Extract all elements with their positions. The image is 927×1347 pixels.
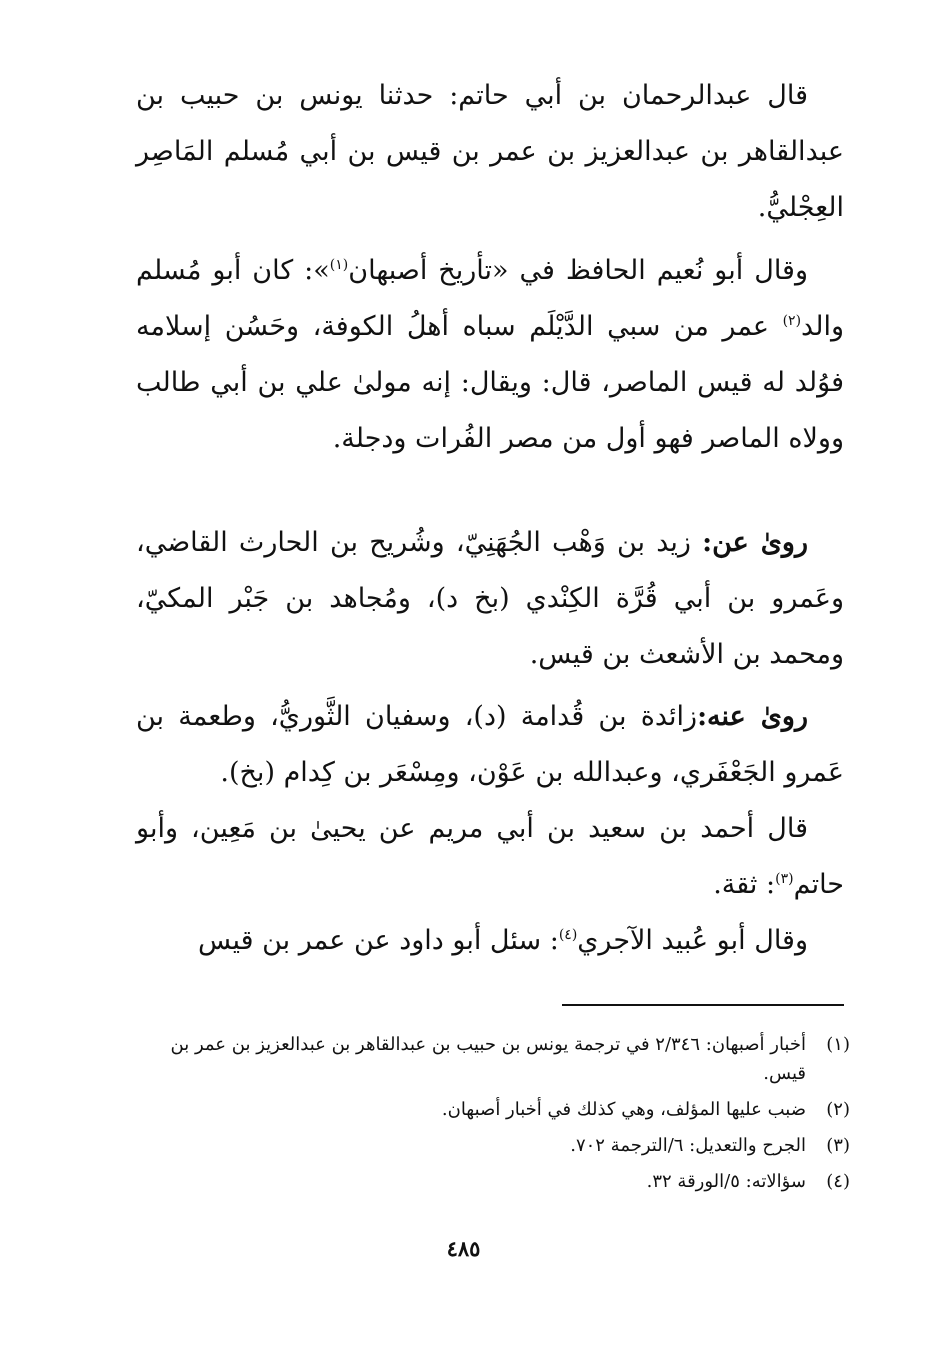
- footnote-item: [150, 1030, 850, 1088]
- paragraph-text: وقال أبو عُبيد الآجري: [577, 925, 808, 956]
- footnote-text: سؤالاته: ٥/الورقة ٣٢.: [646, 1171, 806, 1192]
- footnote-ref-2[interactable]: (٢): [782, 313, 802, 329]
- footnote-number: (٢): [826, 1099, 850, 1120]
- footnote-item: [150, 1131, 850, 1160]
- paragraph-text: زيد بن وَهْب الجُهَنِيّ، وشُريح بن الحارث القاضي، وعَمرو بن أبي قُرَّة الكِنْدي (بخ د)، ومُجاهد بن جَبْر المكيّ، ومحمد بن الأشعث بن قيس.: [136, 527, 844, 670]
- footnote-ref-1[interactable]: (١): [329, 257, 349, 273]
- footnote-item: [150, 1167, 850, 1196]
- paragraph-text: »: كان أبو مُسلم والد: [136, 255, 844, 342]
- footnote-number: (١): [826, 1034, 850, 1055]
- section-lead-narrated-from: روىٰ عن:: [702, 527, 808, 558]
- paragraph-text: قال عبدالرحمان بن أبي حاتم: حدثنا يونس بن حبيب بن عبدالقاهر بن عبدالعزيز بن عمر بن قيس بن أبي مُسلم المَاصِر العِجْليُّ.: [136, 80, 844, 223]
- paragraph-text: : سئل أبو داود عن عمر بن قيس: [198, 925, 559, 956]
- page-number: ٤٨٥: [446, 1236, 481, 1261]
- footnotes-section: [150, 1030, 850, 1203]
- paragraph-text: عمر من سبي الدَّيْلَم سباه أهلُ الكوفة، وحَسُن إسلامه فوُلد له قيس الماصر، قال: ويقال: إنه مولىٰ علي بن أبي طالب وولاه الماصر فهو أول من مصر الفُرات ودجلة.: [136, 311, 844, 454]
- footnote-item: [150, 1095, 850, 1124]
- paragraph-text: قال أحمد بن سعيد بن أبي مريم عن يحيىٰ بن مَعِين، وأبو حاتم: [136, 813, 844, 900]
- section-lead-narrated-by: روىٰ عنه:: [697, 701, 809, 732]
- footnote-number: (٤): [826, 1171, 850, 1192]
- paragraph-grading: [136, 801, 844, 913]
- footnote-text: أخبار أصبهان: ٢/٣٤٦ في ترجمة يونس بن حبيب بن عبدالقاهر بن عبدالعزيز بن عمر بن قيس.: [170, 1034, 806, 1084]
- paragraph-abu-nuaim: [136, 243, 844, 467]
- paragraph-narrated-by: [136, 689, 844, 801]
- paragraph-ajurri: [136, 913, 844, 969]
- footnote-ref-4[interactable]: (٤): [558, 927, 578, 943]
- footnote-divider: [562, 1004, 844, 1006]
- footnote-ref-3[interactable]: (٣): [775, 871, 794, 887]
- paragraph-text: وقال أبو نُعيم الحافظ في «تأريخ أصبهان: [348, 255, 808, 286]
- paragraph-text: زائدة بن قُدامة (د)، وسفيان الثَّوريُّ، وطعمة بن عَمرو الجَعْفَري، وعبدالله بن عَوْن، ومِسْعَر بن كِدام (بخ).: [136, 701, 844, 788]
- footnote-text: ضبب عليها المؤلف، وهي كذلك في أخبار أصبهان.: [441, 1099, 806, 1120]
- paragraph-text: : ثقة.: [713, 869, 776, 900]
- paragraph-lineage: [136, 68, 844, 236]
- footnote-text: الجرح والتعديل: ٦/الترجمة ٧٠٢.: [570, 1135, 806, 1156]
- paragraph-narrated-from: [136, 515, 844, 683]
- footnote-number: (٣): [826, 1135, 850, 1156]
